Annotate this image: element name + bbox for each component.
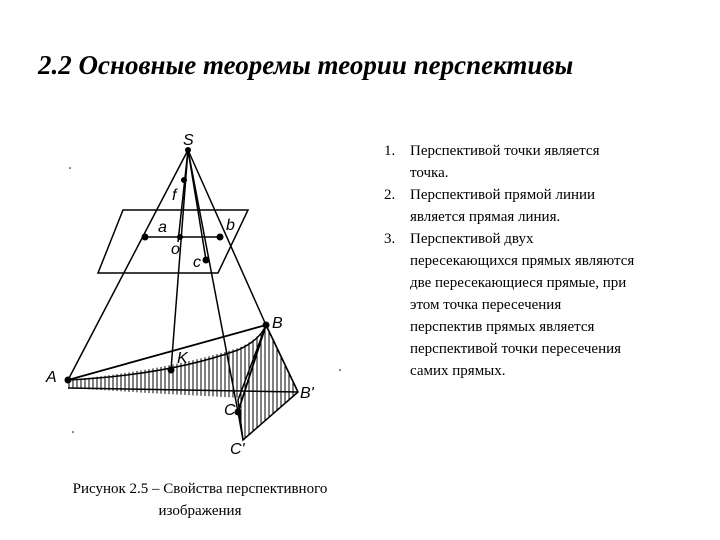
- list-number: 2.: [384, 187, 396, 203]
- list-text: Перспективой двух пересекающихся прямых являются две пересекающиеся прямые, при этом точка пересечения перспектив прямых является перспективой точки пересечения самих прямых.: [410, 231, 635, 379]
- point-K: [168, 367, 175, 374]
- label-o: o: [171, 241, 180, 258]
- point-o: [177, 234, 183, 240]
- label-K: K: [177, 350, 188, 367]
- label-C: C: [224, 402, 236, 419]
- label-c: c: [193, 254, 201, 271]
- properties-list: [384, 140, 714, 382]
- point-B: [263, 322, 270, 329]
- label-S: S: [183, 132, 194, 149]
- label-B: B: [272, 315, 283, 332]
- label-f: f: [172, 187, 177, 204]
- stray-dot: [69, 167, 71, 169]
- point-A: [65, 377, 72, 384]
- point-c: [203, 257, 210, 264]
- point-b: [217, 234, 224, 241]
- figure-caption: [30, 478, 370, 522]
- label-Bprime: B': [300, 385, 314, 402]
- label-b: b: [226, 217, 235, 234]
- caption-line-1: Рисунок 2.5 – Свойства перспективного: [72, 481, 328, 497]
- list-number: 1.: [384, 143, 396, 159]
- point-f: [181, 177, 187, 183]
- caption-line-2: изображения: [158, 503, 242, 519]
- list-item: [384, 184, 714, 228]
- list-text: Перспективой прямой линии является прямая линия.: [410, 187, 596, 225]
- label-A: A: [46, 369, 57, 386]
- list-item: [384, 140, 714, 184]
- label-a: a: [158, 219, 167, 236]
- perspective-figure: [28, 130, 358, 460]
- list-number: 3.: [384, 231, 396, 247]
- slide-title: 2.2 Основные теоремы теории перспективы: [38, 50, 574, 80]
- list-item: [384, 228, 714, 382]
- label-Cprime: C': [230, 441, 245, 458]
- point-a: [142, 234, 149, 241]
- list-text: Перспективой точки является точка.: [410, 143, 600, 181]
- stray-dot: [339, 369, 341, 371]
- stray-dot: [72, 431, 74, 433]
